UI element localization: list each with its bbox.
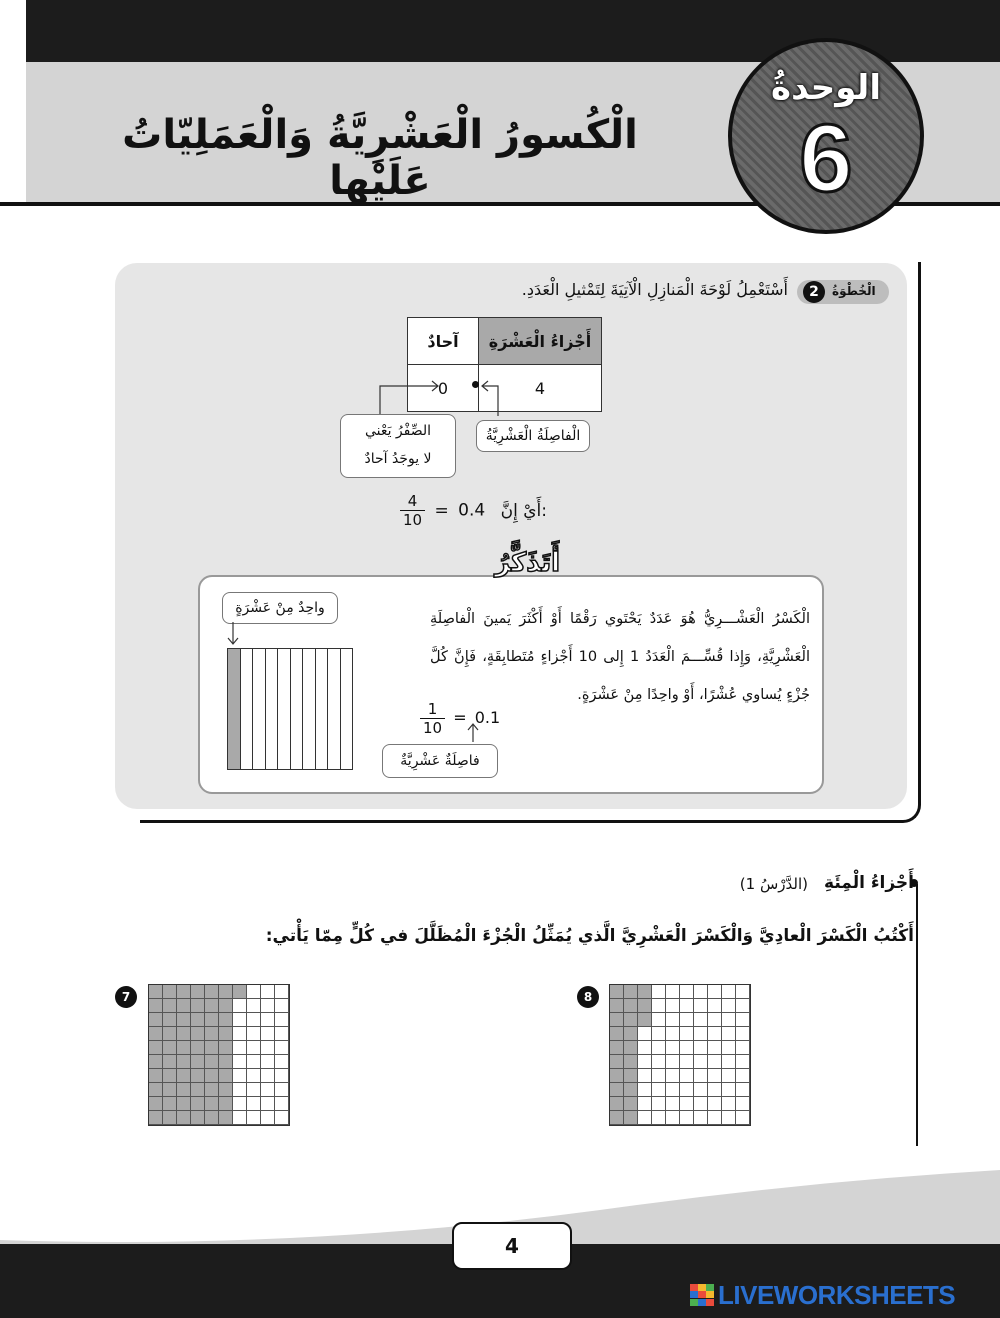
grid-cell [666,1041,680,1055]
grid-cell [177,1055,191,1069]
ones-header: آحادٌ [408,318,479,365]
grid-cell [163,1097,177,1111]
ones-value: 0 [437,378,449,398]
grid-cell [722,999,736,1013]
grid-cell [638,1069,652,1083]
grid-cell [722,1041,736,1055]
grid-cell [666,1097,680,1111]
remember-text: الْكَسْرُ الْعَشْـــرِيُّ هُوَ عَدَدٌ يَحْتَوي رَقْمًا أَوْ أَكْثَرَ يَمينَ الْفاصِلَةِ الْعَشْرِيَّةِ، وَإِذا قُسِّـــمَ الْعَدَدُ 1 إِلى 10 أَجْزاءٍ مُتَطابِقَةٍ، فَإِنَّ كُلَّ جُزْءٍ يُساوي عُشْرًا، أَوْ واحِدًا مِنْ عَشْرَةٍ. [430,611,810,703]
tenth-bar [241,649,254,769]
watermark: LIVEWORKSHEETS [718,1280,956,1310]
grid-cell [219,999,233,1013]
page-number: 4 [452,1222,572,1270]
grid-cell [666,1083,680,1097]
zero-callout [340,414,456,478]
grid-cell [247,1097,261,1111]
grid-cell [275,1083,289,1097]
grid-cell [191,1097,205,1111]
grid-cell [149,1055,163,1069]
grid-cell [694,999,708,1013]
grid-cell [722,1111,736,1125]
grid-cell [722,1069,736,1083]
grid-cell [191,1111,205,1125]
grid-cell [219,985,233,999]
tenth-bar [303,649,316,769]
page-title: الْكُسورُ الْعَشْرِيَّةُ وَالْعَمَلِيّاتُ عَلَيْها [122,112,638,204]
remember-denominator: 10 [423,719,443,737]
grid-cell [191,1041,205,1055]
grid-cell [149,1097,163,1111]
grid-cell [736,985,750,999]
grid-cell [205,985,219,999]
grid-cell [177,1069,191,1083]
grid-cell [680,1097,694,1111]
grid-cell [247,985,261,999]
grid-cell [708,1097,722,1111]
grid-cell [233,1069,247,1083]
exercise-7-number: 7 [115,986,137,1008]
grid-cell [261,1111,275,1125]
grid-cell [652,1055,666,1069]
grid-cell [652,1041,666,1055]
grid-cell [163,1083,177,1097]
grid-cell [205,1097,219,1111]
grid-cell [219,1069,233,1083]
exercise-8-grid [609,984,751,1126]
grid-cell [624,1111,638,1125]
grid-cell [233,1013,247,1027]
grid-cell [666,1069,680,1083]
grid-cell [680,985,694,999]
grid-cell [722,1027,736,1041]
grid-cell [261,985,275,999]
grid-cell [205,1083,219,1097]
grid-cell [610,1111,624,1125]
grid-cell [191,985,205,999]
grid-cell [149,1083,163,1097]
grid-cell [652,1013,666,1027]
grid-cell [694,1097,708,1111]
grid-cell [624,985,638,999]
grid-cell [219,1055,233,1069]
grid-cell [680,1027,694,1041]
section-rule [916,884,918,1146]
tenth-bar [278,649,291,769]
grid-cell [233,985,247,999]
grid-cell [275,1069,289,1083]
grid-cell [638,1097,652,1111]
grid-cell [191,1069,205,1083]
remember-title: أَتَذَكَّرُ [495,548,560,578]
grid-cell [680,999,694,1013]
grid-cell [191,1055,205,1069]
grid-cell [610,1013,624,1027]
grid-cell [261,1041,275,1055]
grid-cell [722,1097,736,1111]
grid-cell [219,1111,233,1125]
grid-cell [652,999,666,1013]
grid-cell [610,1083,624,1097]
grid-cell [205,1055,219,1069]
grid-cell [736,1013,750,1027]
equation-decimal: 0.4 [458,500,486,521]
tenths-header: أَجْزاءُ الْعَشْرَةِ [479,318,602,365]
grid-cell [205,1013,219,1027]
grid-cell [163,999,177,1013]
grid-cell [638,1013,652,1027]
zero-callout-line1: الصِّفْرُ يَعْني [364,423,432,439]
grid-cell [219,1097,233,1111]
grid-cell [177,1041,191,1055]
grid-cell [638,1055,652,1069]
equation-numerator: 4 [400,492,425,511]
grid-cell [177,1097,191,1111]
grid-cell [708,1041,722,1055]
grid-cell [205,1041,219,1055]
grid-cell [261,1083,275,1097]
grid-cell [610,999,624,1013]
grid-cell [261,1069,275,1083]
grid-cell [610,1097,624,1111]
grid-cell [610,1027,624,1041]
grid-cell [708,1069,722,1083]
grid-cell [247,999,261,1013]
section-lesson: (الدَّرْسُ 1) [739,875,808,893]
grid-cell [247,1027,261,1041]
grid-cell [191,1027,205,1041]
grid-cell [680,1055,694,1069]
grid-cell [177,1111,191,1125]
grid-cell [666,999,680,1013]
grid-cell [233,1041,247,1055]
tenth-bar [316,649,329,769]
grid-cell [722,1083,736,1097]
unit-badge [728,38,924,234]
grid-cell [610,1041,624,1055]
grid-cell [275,985,289,999]
grid-cell [708,985,722,999]
grid-cell [610,985,624,999]
grid-cell [624,1027,638,1041]
grid-cell [191,999,205,1013]
grid-cell [205,1027,219,1041]
grid-cell [149,1111,163,1125]
grid-cell [708,1111,722,1125]
grid-cell [275,1027,289,1041]
grid-cell [694,1111,708,1125]
grid-cell [219,1041,233,1055]
equation-denominator: 10 [403,511,423,529]
remember-numerator: 1 [420,700,445,719]
grid-cell [694,1041,708,1055]
decimal-label-callout: فاصِلَةٌ عَشْرِيَّةٌ [382,744,498,778]
equation: $\frac{4}{10}$ = 0.4 أَيْ إِنَّ: [400,492,547,529]
grid-cell [652,1111,666,1125]
tenth-bar [341,649,353,769]
grid-cell [736,1055,750,1069]
grid-cell [247,1041,261,1055]
grid-cell [708,1055,722,1069]
grid-cell [149,1041,163,1055]
grid-cell [638,999,652,1013]
section-title: أَجْزاءُ الْمِئَةِ [824,873,914,893]
grid-cell [722,1055,736,1069]
task-instruction: أَكْتُبُ الْكَسْرَ الْعادِيَّ وَالْكَسْرَ الْعَشْرِيَّ الَّذي يُمَثِّلُ الْجُزْءَ الْمُظَلَّلَ في كُلٍّ مِمّا يَأْتي: [265,926,914,946]
grid-cell [275,1013,289,1027]
grid-cell [624,1069,638,1083]
grid-cell [652,1069,666,1083]
grid-cell [219,1013,233,1027]
grid-cell [624,1013,638,1027]
grid-cell [736,1041,750,1055]
grid-cell [219,1083,233,1097]
grid-cell [233,1097,247,1111]
grid-cell [652,985,666,999]
grid-cell [247,1013,261,1027]
grid-cell [694,985,708,999]
grid-cell [205,1069,219,1083]
tenth-bar [328,649,341,769]
grid-cell [149,1069,163,1083]
unit-number: 6 [799,105,853,212]
grid-cell [694,1055,708,1069]
grid-cell [694,1069,708,1083]
zero-callout-line2: لا يوجَدُ آحادٌ [364,451,432,467]
grid-cell [163,1069,177,1083]
grid-cell [233,999,247,1013]
grid-cell [736,1027,750,1041]
grid-cell [261,1055,275,1069]
grid-cell [666,1055,680,1069]
grid-cell [275,1111,289,1125]
one-of-ten-arrow [226,620,240,648]
grid-cell [177,985,191,999]
liveworksheets-logo-icon [690,1284,714,1306]
grid-cell [177,999,191,1013]
step-number: 2 [803,281,825,303]
grid-cell [624,999,638,1013]
grid-cell [638,1083,652,1097]
step-label: الْخُطْوَةُ [832,284,876,298]
tenth-bar-shaded [228,649,241,769]
grid-cell [261,1027,275,1041]
grid-cell [247,1083,261,1097]
grid-cell [149,999,163,1013]
grid-cell [275,999,289,1013]
grid-cell [177,1013,191,1027]
tenth-bar [266,649,279,769]
grid-cell [261,1097,275,1111]
header-left-edge [0,0,26,202]
tenth-bar [291,649,304,769]
grid-cell [708,1013,722,1027]
grid-cell [694,1013,708,1027]
grid-cell [722,985,736,999]
grid-cell [624,1041,638,1055]
grid-cell [638,1111,652,1125]
grid-cell [680,1041,694,1055]
grid-cell [624,1055,638,1069]
remember-equation: $\frac{1}{10}$ = 0.1 [420,700,500,737]
decimal-label-arrow [466,722,480,744]
grid-cell [666,1111,680,1125]
grid-cell [219,1027,233,1041]
grid-cell [708,999,722,1013]
grid-cell [247,1111,261,1125]
grid-cell [680,1083,694,1097]
grid-cell [275,1097,289,1111]
grid-cell [149,1027,163,1041]
grid-cell [149,985,163,999]
grid-cell [736,1069,750,1083]
grid-cell [261,1013,275,1027]
grid-cell [163,1013,177,1027]
grid-cell [666,985,680,999]
step-instruction: أَسْتَعْمِلُ لَوْحَةَ الْمَنازِلِ الْآتِيَةَ لِتَمْثيلِ الْعَدَدِ. [521,280,788,299]
grid-cell [163,1111,177,1125]
exercise-8-number: 8 [577,986,599,1008]
grid-cell [736,1097,750,1111]
grid-cell [275,1055,289,1069]
grid-cell [191,1083,205,1097]
grid-cell [247,1055,261,1069]
grid-cell [205,1111,219,1125]
remember-decimal: 0.1 [474,708,501,727]
grid-cell [233,1055,247,1069]
grid-cell [624,1097,638,1111]
unit-word: الوحدةُ [771,68,881,108]
grid-cell [722,1013,736,1027]
grid-cell [261,999,275,1013]
grid-cell [652,1027,666,1041]
grid-cell [163,1041,177,1055]
grid-cell [163,1027,177,1041]
one-of-ten-callout: واحِدٌ مِنْ عَشْرَةٍ [222,592,338,624]
grid-cell [233,1083,247,1097]
grid-cell [610,1069,624,1083]
grid-cell [177,1027,191,1041]
grid-cell [233,1027,247,1041]
decimal-point-callout: الْفاصِلَةُ الْعَشْرِيَّةُ [476,420,590,452]
equation-prefix: أَيْ إِنَّ: [500,500,547,521]
grid-cell [736,1111,750,1125]
grid-cell [694,1083,708,1097]
grid-cell [708,1027,722,1041]
grid-cell [624,1083,638,1097]
grid-cell [694,1027,708,1041]
grid-cell [666,1027,680,1041]
grid-cell [163,1055,177,1069]
grid-cell [666,1013,680,1027]
grid-cell [680,1111,694,1125]
grid-cell [638,1027,652,1041]
grid-cell [205,999,219,1013]
grid-cell [708,1083,722,1097]
grid-cell [275,1041,289,1055]
tenths-strip [227,648,353,770]
grid-cell [638,985,652,999]
exercise-7-grid [148,984,290,1126]
grid-cell [680,1013,694,1027]
grid-cell [736,999,750,1013]
grid-cell [680,1069,694,1083]
grid-cell [191,1013,205,1027]
grid-cell [652,1083,666,1097]
grid-cell [233,1111,247,1125]
remember-fraction [420,700,445,737]
equation-fraction [400,492,425,529]
grid-cell [638,1041,652,1055]
grid-cell [149,1013,163,1027]
grid-cell [652,1097,666,1111]
tenths-value: 4 [534,378,546,398]
grid-cell [177,1083,191,1097]
grid-cell [247,1069,261,1083]
grid-cell [736,1083,750,1097]
grid-cell [610,1055,624,1069]
tenth-bar [253,649,266,769]
grid-cell [163,985,177,999]
